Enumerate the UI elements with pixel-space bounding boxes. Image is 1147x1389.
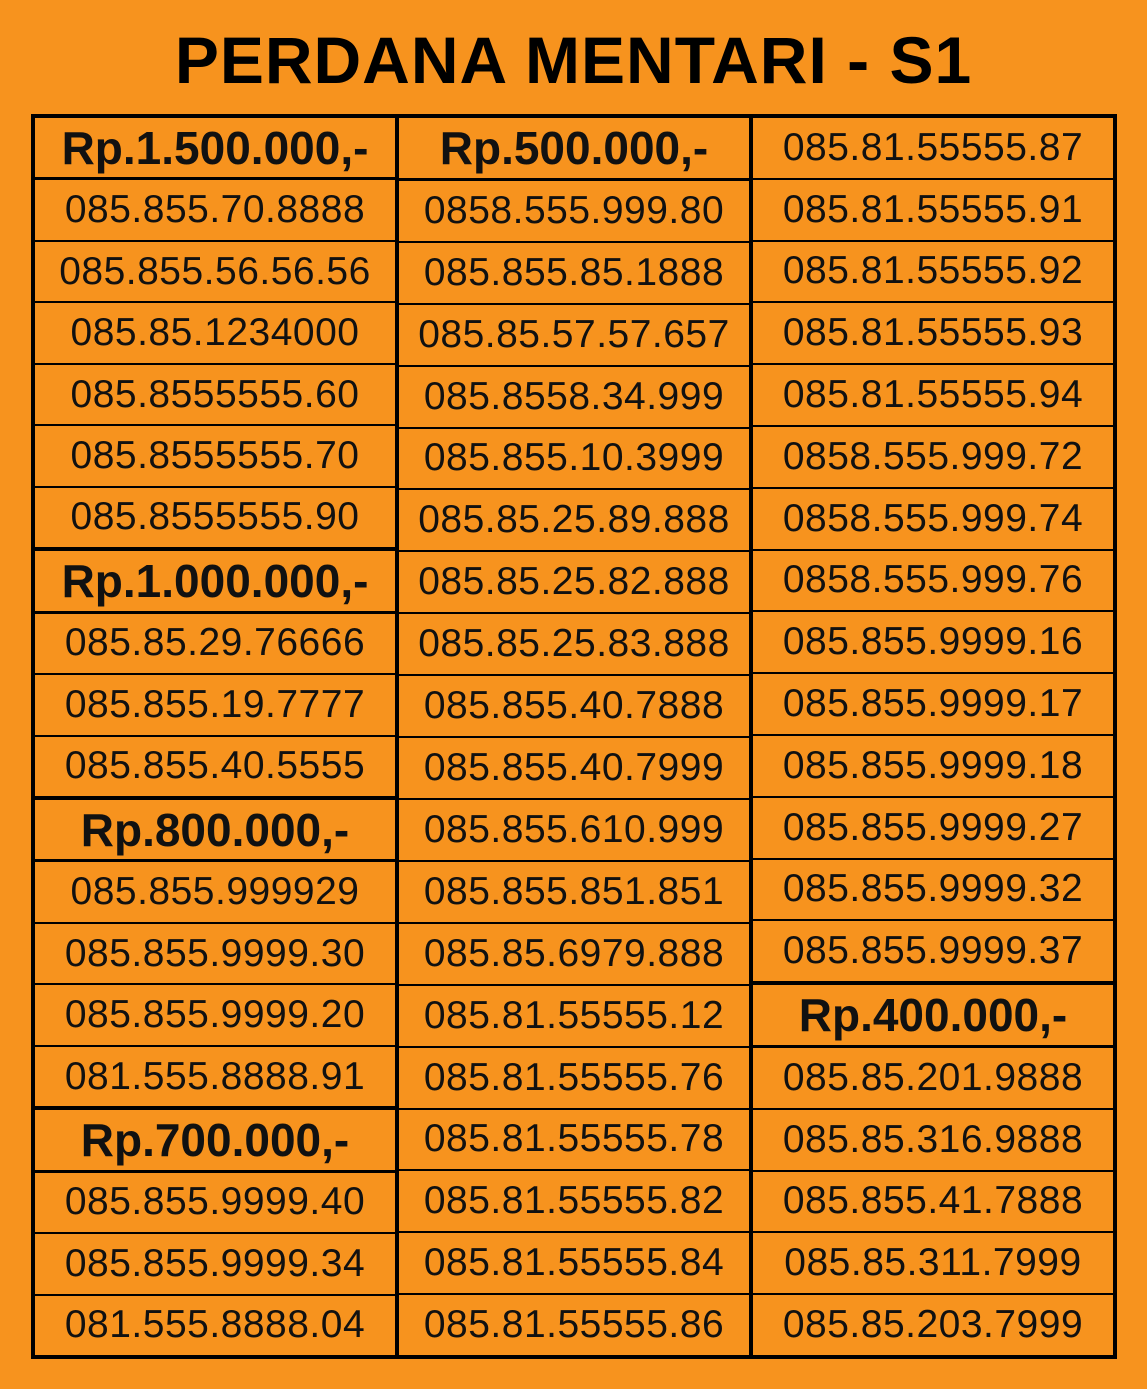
phone-number-cell: 085.81.55555.87 xyxy=(782,125,1084,169)
phone-number-cell: 081.555.8888.91 xyxy=(35,1045,395,1106)
price-header: Rp.1.500.000,- xyxy=(35,118,395,180)
phone-number-cell: 085.81.55555.86 xyxy=(399,1293,749,1355)
phone-number-cell: 085.855.9999.37 xyxy=(753,919,1113,981)
phone-number-cell: 085.81.55555.12 xyxy=(399,984,749,1046)
table-column-middle xyxy=(395,118,753,1355)
phone-number-cell: 085.855.56.56.56 xyxy=(35,240,395,301)
phone-number-cell: 085.85.6979.888 xyxy=(399,922,749,984)
phone-number-cell: 085.85.25.89.888 xyxy=(399,488,749,550)
phone-number-cell: 085.855.40.7999 xyxy=(399,736,749,798)
phone-number-cell: 081.555.8888.04 xyxy=(35,1294,395,1355)
phone-number-cell: 085.85.29.76666 xyxy=(64,621,366,665)
phone-number-cell: 085.81.55555.84 xyxy=(399,1231,749,1293)
phone-number-cell: 085.855.9999.27 xyxy=(753,796,1113,858)
phone-number-cell: 085.81.55555.93 xyxy=(753,301,1113,363)
phone-number-cell: 085.855.40.5555 xyxy=(35,735,395,796)
phone-number-cell: 0858.555.999.74 xyxy=(753,487,1113,549)
price-header: Rp.700.000,- xyxy=(35,1106,395,1172)
phone-number-cell: 085.8555555.90 xyxy=(35,486,395,547)
phone-number-cell: 085.855.9999.17 xyxy=(753,672,1113,734)
phone-number-cell: 085.85.311.7999 xyxy=(753,1231,1113,1293)
phone-number-cell: 085.855.610.999 xyxy=(399,798,749,860)
phone-number-cell: 085.855.9999.30 xyxy=(35,922,395,983)
phone-number-cell: 085.855.85.1888 xyxy=(399,241,749,303)
phone-number-cell: 085.855.9999.18 xyxy=(753,734,1113,796)
phone-number-cell: 085.855.9999.34 xyxy=(35,1232,395,1293)
phone-number-cell: 085.855.41.7888 xyxy=(753,1170,1113,1232)
page-title: PERDANA MENTARI - S1 xyxy=(174,23,973,97)
phone-number-cell: 085.85.25.83.888 xyxy=(399,612,749,674)
phone-number-cell: 085.81.55555.91 xyxy=(753,178,1113,240)
phone-number-cell: 085.81.55555.94 xyxy=(753,363,1113,425)
phone-number-cell: 085.855.9999.40 xyxy=(64,1180,366,1224)
phone-number-cell: 0858.555.999.72 xyxy=(753,425,1113,487)
phone-number-cell: 085.855.40.7888 xyxy=(399,674,749,736)
phone-number-cell: 085.81.55555.82 xyxy=(399,1169,749,1231)
phone-number-cell: 085.855.999929 xyxy=(70,870,360,914)
price-header: Rp.800.000,- xyxy=(35,796,395,862)
phone-number-cell: 085.85.316.9888 xyxy=(753,1108,1113,1170)
phone-number-cell: 085.855.9999.16 xyxy=(753,610,1113,672)
phone-number-cell: 085.85.201.9888 xyxy=(782,1055,1084,1099)
phone-number-cell: 085.81.55555.92 xyxy=(753,240,1113,302)
phone-number-cell: 085.85.57.57.657 xyxy=(399,303,749,365)
table-column-left xyxy=(35,118,395,1355)
phone-number-cell: 085.85.25.82.888 xyxy=(399,550,749,612)
phone-number-cell: 085.8558.34.999 xyxy=(399,365,749,427)
phone-number-cell: 085.855.9999.20 xyxy=(35,983,395,1044)
price-header: Rp.400.000,- xyxy=(753,981,1113,1048)
phone-number-cell: 085.8555555.70 xyxy=(35,424,395,485)
phone-number-cell: 085.855.10.3999 xyxy=(399,427,749,489)
phone-number-cell: 085.855.70.8888 xyxy=(64,188,366,232)
phone-number-cell: 085.85.203.7999 xyxy=(753,1293,1113,1355)
phone-number-cell: 085.81.55555.76 xyxy=(399,1046,749,1108)
phone-number-cell: 085.855.9999.32 xyxy=(753,858,1113,920)
phone-number-cell: 085.85.1234000 xyxy=(35,301,395,362)
phone-number-cell: 085.855.19.7777 xyxy=(35,673,395,734)
phone-number-cell: 085.81.55555.78 xyxy=(399,1108,749,1170)
price-header: Rp.500.000,- xyxy=(399,118,749,181)
phone-number-cell: 0858.555.999.80 xyxy=(423,188,725,232)
number-price-table xyxy=(31,114,1117,1359)
phone-number-cell: 085.855.851.851 xyxy=(399,860,749,922)
table-column-right xyxy=(753,118,1113,1355)
phone-number-cell: 0858.555.999.76 xyxy=(753,549,1113,611)
phone-number-cell: 085.8555555.60 xyxy=(35,363,395,424)
price-header: Rp.1.000.000,- xyxy=(35,547,395,613)
